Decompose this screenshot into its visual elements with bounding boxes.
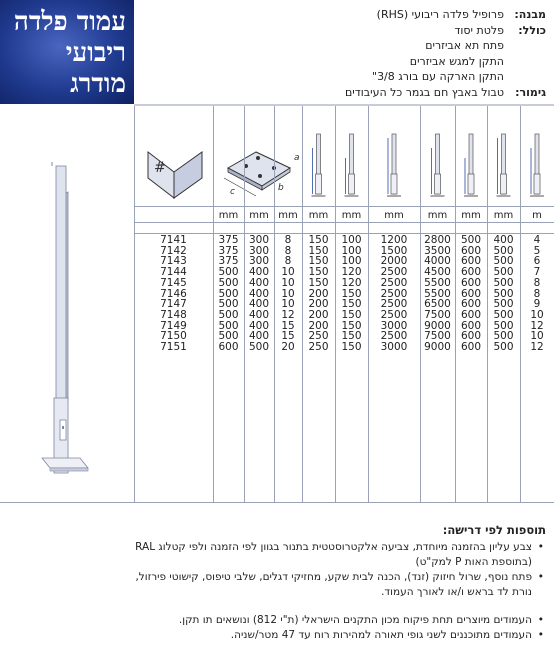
- table-cell: 500: [248, 341, 270, 353]
- additions-title: תוספות לפי דרישה:: [442, 523, 546, 537]
- spec-row: [146, 23, 546, 39]
- catalog-number: 7149: [160, 319, 187, 332]
- bullet-line: • צבע עליון בהזמנה מיוחדת, צביעה אלקטרוסטטית בתנור בגוון לפי הזמנה ולפי קטלוג RAL: [135, 541, 532, 553]
- unit-label: mm: [427, 210, 448, 221]
- table-cell: 5500: [424, 287, 451, 300]
- spec-value: טבול באבץ חם בגמר כל העיבודים: [344, 85, 504, 99]
- table-col-divider: [487, 106, 488, 502]
- table-col-divider: [213, 106, 214, 502]
- table-cell: 500: [493, 266, 514, 279]
- catalog-number: 7145: [160, 276, 187, 289]
- table-cell: 500: [493, 276, 514, 289]
- table-cell: 4: [533, 234, 541, 246]
- catalog-number: 7141: [160, 234, 187, 246]
- table-cell: 7: [533, 266, 541, 279]
- spec-key: [504, 54, 546, 70]
- unit-label: mm: [278, 210, 298, 221]
- dim-letter: b: [278, 183, 284, 193]
- dimensions-table: [134, 106, 554, 502]
- bullet-line: • העמודים מתוכננים לשני גופי תאורה למהירות רוח עד 47 מטר/שניה.: [230, 629, 532, 641]
- table-cell: 600: [460, 287, 482, 300]
- title-line-2: ריבועי: [65, 38, 126, 68]
- table-cell: 400: [248, 298, 270, 311]
- table-col-divider: [420, 106, 421, 502]
- table-cell: 2500: [380, 308, 408, 321]
- table-cell: 9000: [424, 341, 451, 353]
- table-cell: 3500: [424, 244, 451, 257]
- table-cell: 100: [341, 234, 362, 246]
- table-col-divider: [302, 106, 303, 502]
- bullet-line: (בתוספת האות P למק"ט): [415, 555, 532, 568]
- table-cell: 500: [493, 298, 514, 311]
- table-cell: 9: [533, 298, 541, 311]
- table-cell: 375: [218, 244, 239, 257]
- table-cell: 10: [281, 276, 295, 289]
- spec-row: [146, 38, 546, 54]
- table-cell: 500: [493, 287, 514, 300]
- pole-dimension-icon: [368, 114, 420, 204]
- table-cell: 400: [248, 319, 270, 332]
- table-cell: 300: [248, 234, 270, 246]
- table-cell: 400: [248, 276, 270, 289]
- title-line-1: עמוד פלדה: [13, 7, 126, 37]
- spec-row: [146, 85, 546, 101]
- table-cell: 200: [308, 319, 329, 332]
- table-cell: 300: [248, 255, 270, 268]
- table-cell: 7500: [424, 330, 451, 343]
- table-cell: 2800: [424, 234, 451, 246]
- table-cell: 150: [308, 266, 329, 279]
- catalog-number: 7148: [160, 308, 187, 321]
- table-cell: 500: [493, 255, 514, 268]
- pole-dimension-icon: [487, 114, 520, 204]
- unit-label: mm: [308, 210, 329, 221]
- spec-value: פלטת יסוד: [454, 23, 504, 37]
- spec-key: מבנה:: [514, 8, 546, 21]
- table-col-divider: [274, 106, 275, 502]
- table-cell: 300: [248, 244, 270, 257]
- table-cell: 250: [308, 341, 329, 353]
- table-cell: 8: [284, 244, 292, 257]
- table-cell: 500: [218, 308, 239, 321]
- unit-label: mm: [384, 210, 404, 221]
- table-cell: 150: [341, 319, 362, 332]
- pole-illustration: [0, 106, 134, 502]
- table-cell: 100: [341, 244, 362, 257]
- table-cell: 3000: [380, 341, 408, 353]
- table-cell: 5: [533, 244, 541, 257]
- table-cell: 3000: [380, 319, 408, 332]
- table-row-divider: [134, 233, 554, 234]
- dim-letter: c: [230, 187, 235, 197]
- table-cell: 600: [218, 341, 239, 353]
- table-cell: 600: [460, 244, 482, 257]
- table-col-divider: [455, 106, 456, 502]
- table-cell: 150: [308, 255, 329, 268]
- table-col-divider: [368, 106, 369, 502]
- table-cell: 400: [248, 308, 270, 321]
- table-cell: 500: [493, 341, 514, 353]
- catalog-number: 7144: [160, 266, 187, 279]
- catalog-number: 7150: [160, 330, 187, 343]
- table-cell: 375: [218, 255, 239, 268]
- table-cell: 6: [533, 255, 541, 268]
- table-cell: 400: [248, 330, 270, 343]
- bullet-item: [24, 628, 544, 643]
- table-cell: 4000: [424, 255, 451, 268]
- table-cell: 1200: [380, 234, 408, 246]
- table-cell: 20: [281, 341, 295, 353]
- table-cell: 12: [530, 341, 544, 353]
- table-col-divider: [520, 106, 521, 502]
- table-cell: 12: [530, 319, 544, 332]
- table-cell: 600: [460, 276, 482, 289]
- table-cell: 200: [308, 287, 329, 300]
- table-cell: 500: [460, 234, 482, 246]
- table-cell: 12: [281, 308, 295, 321]
- additions-section: [0, 502, 554, 648]
- table-cell: 500: [218, 298, 239, 311]
- pole-panel: [0, 106, 135, 502]
- unit-label: m: [532, 210, 542, 221]
- table-cell: 600: [460, 266, 482, 279]
- pole-dimension-icon: [335, 114, 368, 204]
- base-plate-icon: [218, 146, 300, 202]
- table-cell: 150: [308, 234, 329, 246]
- pole-dimension-icon: [302, 114, 335, 204]
- table-cell: 150: [341, 287, 362, 300]
- table-cell: 8: [533, 276, 541, 289]
- pole-dimension-icon: [420, 114, 455, 204]
- catalog-number: 7143: [160, 255, 187, 268]
- unit-label: mm: [341, 210, 362, 221]
- table-cell: 500: [493, 244, 514, 257]
- table-cell: 10: [530, 330, 544, 343]
- table-cell: 7500: [424, 308, 451, 321]
- pole-dimension-icon: [455, 114, 487, 204]
- pole-dimension-icon: [520, 114, 554, 204]
- table-cell: 2500: [380, 287, 408, 300]
- table-col-divider: [244, 106, 245, 502]
- spec-key: [504, 69, 546, 85]
- bullet-line: נורת לד בראש ו/או לאורך העמוד.: [381, 585, 532, 598]
- table-row-divider: [134, 222, 554, 223]
- table-cell: 8: [284, 255, 292, 268]
- bullet-item: [24, 540, 544, 569]
- table-cell: 6500: [424, 298, 451, 311]
- table-cell: 250: [308, 330, 329, 343]
- table-row-divider: [134, 206, 554, 207]
- table-cell: 600: [460, 319, 482, 332]
- table-cell: 15: [281, 330, 295, 343]
- table-cell: 15: [281, 319, 295, 332]
- catalog-number: 7147: [160, 298, 187, 311]
- table-cell: 8: [533, 287, 541, 300]
- table-cell: 2000: [380, 255, 408, 268]
- table-cell: 4500: [424, 266, 451, 279]
- table-cell: 600: [460, 255, 482, 268]
- table-cell: 2500: [380, 276, 408, 289]
- table-cell: 150: [308, 244, 329, 257]
- title-line-3: מודרג: [70, 69, 126, 99]
- table-cell: 500: [493, 308, 514, 321]
- table-cell: 200: [308, 298, 329, 311]
- table-cell: 375: [218, 234, 239, 246]
- spec-value: התקן למגש אביזרים: [409, 54, 504, 68]
- dim-letter: a: [294, 153, 300, 163]
- table-cell: 500: [218, 266, 239, 279]
- table-cell: 150: [341, 298, 362, 311]
- table-cell: 2500: [380, 330, 408, 343]
- table-cell: 600: [460, 298, 482, 311]
- unit-label: mm: [493, 210, 514, 221]
- table-cell: 500: [218, 276, 239, 289]
- table-cell: 5500: [424, 276, 451, 289]
- table-cell: 600: [460, 330, 482, 343]
- table-cell: 2500: [380, 266, 408, 279]
- bullet-item: [24, 613, 544, 628]
- spec-value: התקן הארקה עם בורג 3/8": [372, 70, 504, 83]
- title-box: [0, 0, 134, 104]
- unit-label: mm: [249, 210, 269, 221]
- unit-label: mm: [218, 210, 239, 221]
- table-cell: 500: [493, 330, 514, 343]
- table-cell: 400: [493, 234, 514, 246]
- unit-label: mm: [461, 210, 481, 221]
- spec-value: פרופיל פלדה ריבועי (RHS): [376, 8, 504, 21]
- svg-text:#: #: [154, 160, 166, 176]
- table-cell: 10: [281, 287, 295, 300]
- bullet-item: [24, 570, 544, 599]
- table-cell: 150: [341, 330, 362, 343]
- table-cell: 600: [460, 308, 482, 321]
- catalog-number: 7151: [160, 341, 187, 353]
- specs-list: [146, 7, 546, 100]
- table-cell: 150: [308, 276, 329, 289]
- angle-bracket-icon: [144, 142, 206, 200]
- spec-key: [504, 38, 546, 54]
- spec-key: כולל:: [518, 23, 546, 37]
- spec-row: [146, 69, 546, 85]
- spec-row: [146, 54, 546, 70]
- table-cell: 400: [248, 266, 270, 279]
- catalog-number: 7146: [160, 287, 187, 300]
- table-col-divider: [335, 106, 336, 502]
- table-cell: 10: [530, 308, 544, 321]
- table-cell: 1500: [380, 244, 408, 257]
- table-cell: 500: [218, 330, 239, 343]
- table-cell: 120: [341, 266, 362, 279]
- bullet-line: • העמודים מיוצרים תחת פיקוח מכון התקנים הישראלי (ת"י 812) ונושאים תו תקן.: [178, 614, 532, 626]
- table-cell: 100: [341, 255, 362, 268]
- table-cell: 120: [341, 276, 362, 289]
- table-cell: 500: [493, 319, 514, 332]
- table-cell: 9000: [424, 319, 451, 332]
- table-cell: 400: [248, 287, 270, 300]
- table-cell: 500: [218, 287, 239, 300]
- table-cell: 200: [308, 308, 329, 321]
- spec-row: [146, 7, 546, 23]
- table-cell: 10: [281, 298, 295, 311]
- table-cell: 600: [460, 341, 482, 353]
- table-cell: 150: [341, 341, 362, 353]
- catalog-number: 7142: [160, 244, 187, 257]
- spec-value: פתח תא אביזרים: [425, 39, 504, 52]
- bullet-line: • פתח נוסף, שרול חיזוק (זנד), הכנה לבית שקע, מחזיקי דגלים, שלבי טיפוס, קישוטי פירזול,: [135, 571, 532, 583]
- table-cell: 10: [281, 266, 295, 279]
- table-cell: 8: [284, 234, 292, 246]
- table-cell: 500: [218, 319, 239, 332]
- table-cell: 150: [341, 308, 362, 321]
- spec-key: גימור:: [515, 85, 546, 99]
- table-cell: 2500: [380, 298, 408, 311]
